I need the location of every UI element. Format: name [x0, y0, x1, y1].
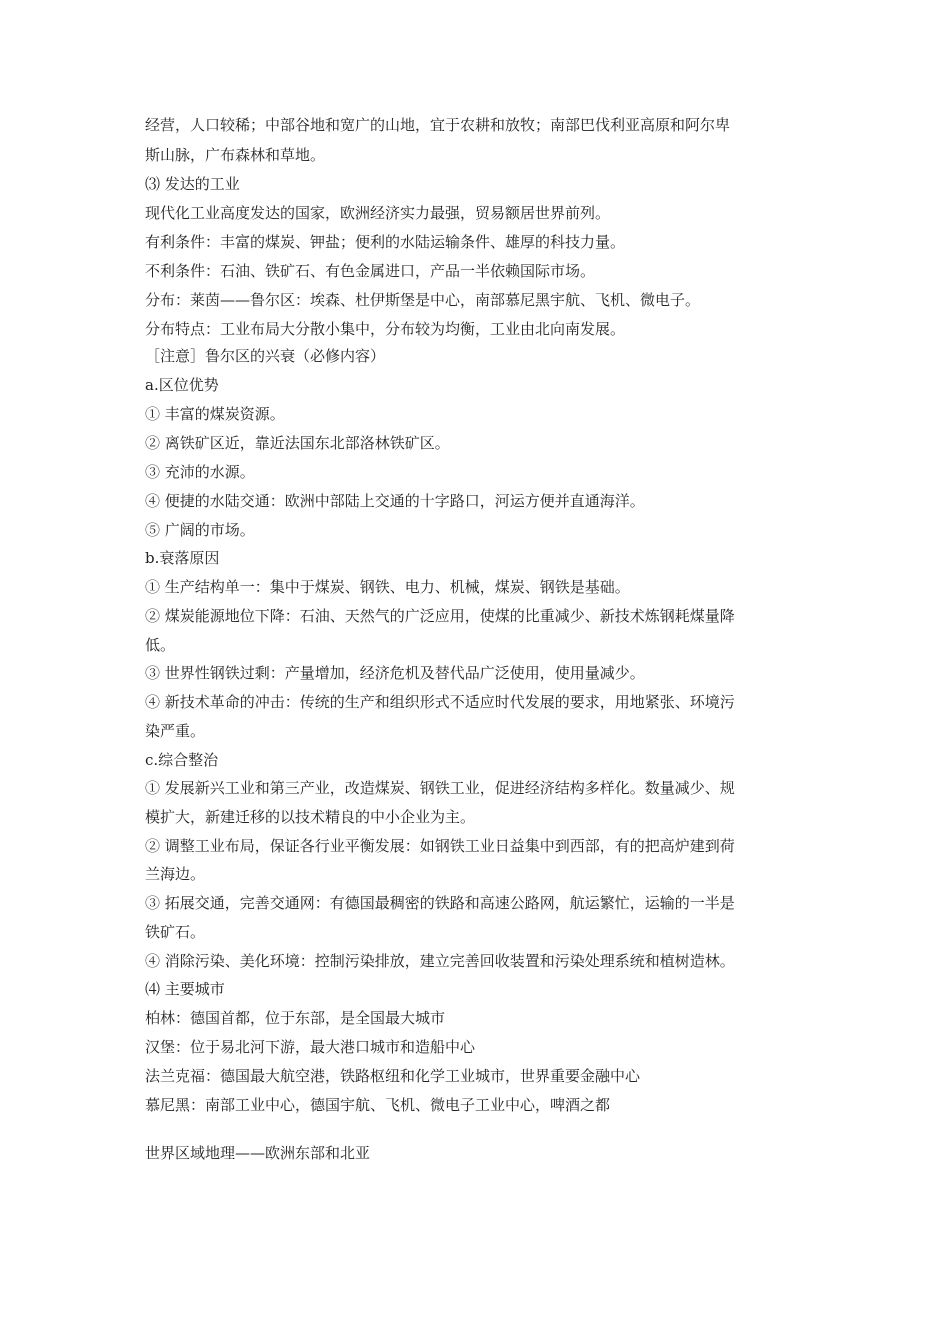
text-line: 经营，人口较稀；中部谷地和宽广的山地，宜于农耕和放牧；南部巴伐利亚高原和阿尔卑	[145, 116, 731, 134]
list-item: ① 丰富的煤炭资源。	[145, 405, 285, 423]
list-item: ① 生产结构单一：集中于煤炭、钢铁、电力、机械，煤炭、钢铁是基础。	[145, 578, 630, 596]
text-line: 法兰克福：德国最大航空港，铁路枢纽和化学工业城市，世界重要金融中心	[145, 1067, 641, 1085]
list-item: ② 调整工业布局，保证各行业平衡发展：如钢铁工业日益集中到西部，有的把高炉建到荷	[145, 837, 735, 855]
list-item: ⑤ 广阔的市场。	[145, 521, 255, 539]
text-line: 有利条件：丰富的煤炭、钾盐；便利的水陆运输条件、雄厚的科技力量。	[145, 233, 626, 251]
subsection-heading: b.衰落原因	[145, 549, 220, 567]
list-item: ② 离铁矿区近，靠近法国东北部洛林铁矿区。	[145, 434, 450, 452]
text-line: 现代化工业高度发达的国家，欧洲经济实力最强，贸易额居世界前列。	[145, 204, 611, 222]
list-item: ① 发展新兴工业和第三产业，改造煤炭、钢铁工业，促进经济结构多样化。数量减少、规	[145, 779, 735, 797]
list-item: ④ 消除污染、美化环境：控制污染排放，建立完善回收装置和污染处理系统和植树造林。	[145, 952, 735, 970]
list-item-continuation: 铁矿石。	[145, 923, 206, 941]
text-line: 分布：莱茵——鲁尔区：埃森、杜伊斯堡是中心，南部慕尼黑宇航、飞机、微电子。	[145, 291, 701, 309]
text-line: 分布特点：工业布局大分散小集中，分布较为均衡，工业由北向南发展。	[145, 320, 626, 338]
subsection-heading: a.区位优势	[145, 376, 219, 394]
list-item-continuation: 低。	[145, 636, 176, 654]
note-heading: ［注意］鲁尔区的兴衰（必修内容）	[145, 347, 386, 365]
list-item-continuation: 染严重。	[145, 722, 206, 740]
text-line: 斯山脉，广布森林和草地。	[145, 146, 326, 164]
subsection-heading: c.综合整治	[145, 751, 219, 769]
section-heading: ⑶ 发达的工业	[145, 175, 240, 193]
list-item: ④ 新技术革命的冲击：传统的生产和组织形式不适应时代发展的要求，用地紧张、环境污	[145, 693, 735, 711]
chapter-title: 世界区域地理——欧洲东部和北亚	[145, 1144, 371, 1162]
text-line: 慕尼黑：南部工业中心，德国宇航、飞机、微电子工业中心，啤酒之都	[145, 1096, 611, 1114]
text-line: 不利条件：石油、铁矿石、有色金属进口，产品一半依赖国际市场。	[145, 262, 596, 280]
text-line: 汉堡：位于易北河下游，最大港口城市和造船中心	[145, 1038, 476, 1056]
list-item-continuation: 模扩大，新建迁移的以技术精良的中小企业为主。	[145, 808, 476, 826]
list-item: ② 煤炭能源地位下降：石油、天然气的广泛应用，使煤的比重减少、新技术炼钢耗煤量降	[145, 607, 735, 625]
list-item: ③ 世界性钢铁过剩：产量增加，经济危机及替代品广泛使用，使用量减少。	[145, 664, 645, 682]
list-item-continuation: 兰海边。	[145, 865, 206, 883]
list-item: ④ 便捷的水陆交通：欧洲中部陆上交通的十字路口，河运方便并直通海洋。	[145, 492, 645, 510]
list-item: ③ 拓展交通，完善交通网：有德国最稠密的铁路和高速公路网，航运繁忙，运输的一半是	[145, 894, 735, 912]
list-item: ③ 充沛的水源。	[145, 463, 255, 481]
section-heading: ⑷ 主要城市	[145, 980, 225, 998]
text-line: 柏林：德国首都，位于东部，是全国最大城市	[145, 1009, 446, 1027]
